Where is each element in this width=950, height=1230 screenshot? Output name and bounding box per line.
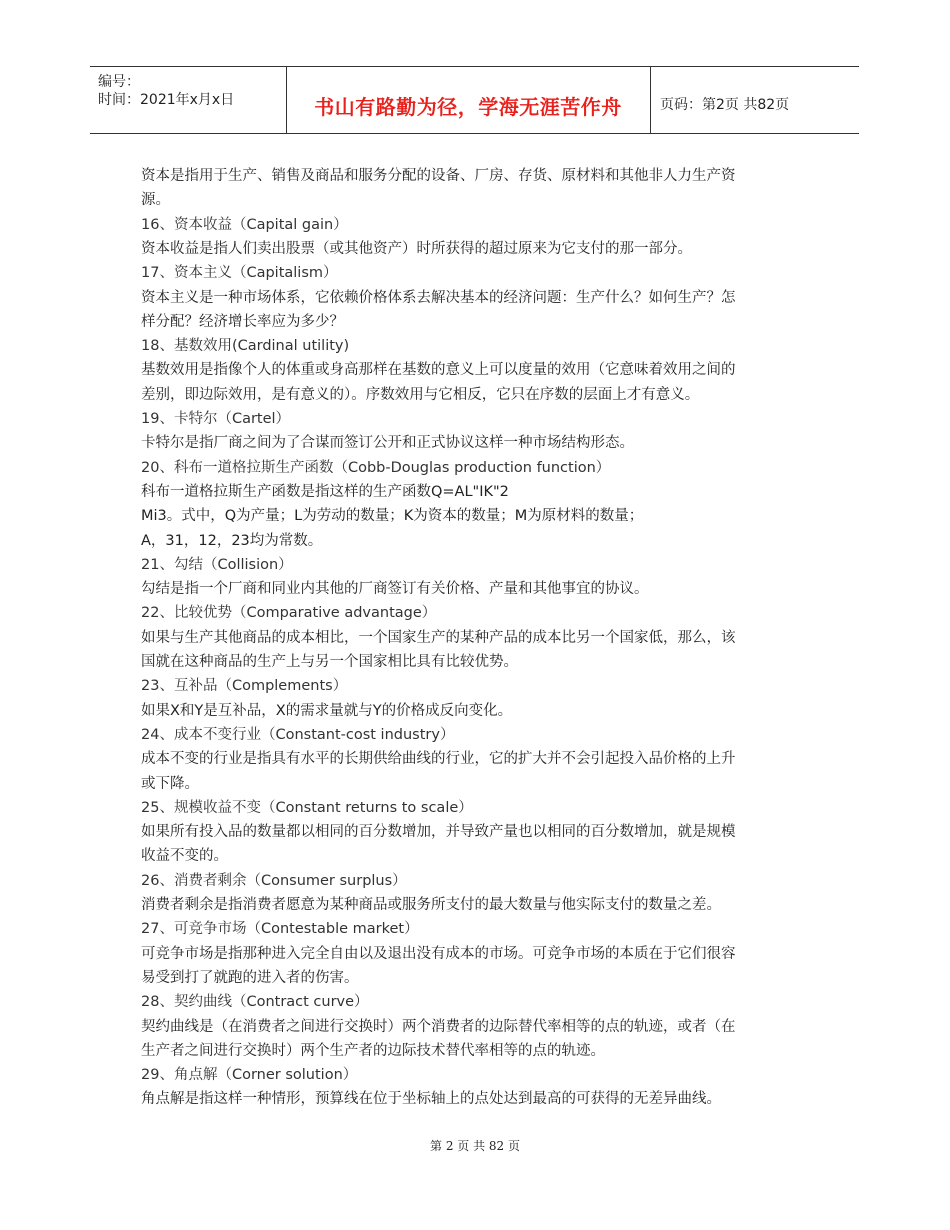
header-motto: 书山有路勤为径，学海无涯苦作舟: [314, 95, 622, 119]
document-number-label: 编号：: [98, 74, 140, 90]
header-page-cell: [650, 67, 859, 133]
term-heading: 20、科布一道格拉斯生产函数（Cobb-Douglas production function）: [141, 459, 611, 476]
term-heading: 24、成本不变行业（Constant-cost industry）: [141, 726, 455, 743]
term-heading: 21、勾结（Collision）: [141, 556, 293, 573]
body-text-line: 差别，即边际效用，是有意义的）。序数效用与它相反，它只在序数的层面上才有意义。: [141, 386, 700, 403]
header-page-number: 页码：第2页 共82页: [660, 97, 790, 113]
document-time-label: 时间：2021年x月x日: [98, 92, 235, 108]
term-heading: 23、互补品（Complements）: [141, 678, 348, 695]
body-text-line: 易受到打了就跑的进入者的伤害。: [141, 969, 359, 986]
body-text-line: 样分配？经济增长率应为多少？: [141, 313, 344, 330]
body-text-line: 卡特尔是指厂商之间为了合谋而签订公开和正式协议这样一种市场结构形态。: [141, 435, 634, 452]
body-text-line: 源。: [141, 192, 170, 209]
body-text-line: 成本不变的行业是指具有水平的长期供给曲线的行业，它的扩大并不会引起投入品价格的上升: [141, 751, 736, 768]
body-text-line: 如果所有投入品的数量都以相同的百分数增加，并导致产量也以相同的百分数增加，就是规模: [141, 824, 736, 841]
term-heading: 22、比较优势（Comparative advantage）: [141, 605, 437, 622]
term-heading: 28、契约曲线（Contract curve）: [141, 994, 369, 1011]
term-heading: 18、基数效用(Cardinal utility): [141, 338, 350, 355]
term-heading: 16、资本收益（Capital gain）: [141, 216, 348, 233]
term-heading: 29、角点解（Corner solution）: [141, 1067, 358, 1084]
page-header: [90, 66, 859, 134]
body-text-line: 契约曲线是（在消费者之间进行交换时）两个消费者的边际替代率相等的点的轨迹，或者（在: [141, 1018, 736, 1035]
body-text-line: A，31，12，23均为常数。: [141, 532, 323, 549]
body-text-line: Mi3。式中，Q为产量；L为劳动的数量；K为资本的数量；M为原材料的数量；: [141, 508, 644, 525]
term-heading: 19、卡特尔（Cartel）: [141, 411, 291, 427]
body-text-line: 基数效用是指像个人的体重或身高那样在基数的意义上可以度量的效用（它意味着效用之间的: [141, 362, 736, 379]
header-meta-cell: [90, 67, 287, 133]
body-text-line: 生产者之间进行交换时）两个生产者的边际技术替代率相等的点的轨迹。: [141, 1042, 605, 1059]
body-text-line: 资本是指用于生产、销售及商品和服务分配的设备、厂房、存货、原材料和其他非人力生产资: [141, 168, 736, 184]
term-heading: 17、资本主义（Capitalism）: [141, 265, 338, 282]
body-text-line: 资本收益是指人们卖出股票（或其他资产）时所获得的超过原来为它支付的那一部分。: [141, 240, 692, 257]
body-text-line: 勾结是指一个厂商和同业内其他的厂商签订有关价格、产量和其他事宜的协议。: [141, 581, 649, 598]
body-text-line: 或下降。: [141, 775, 199, 792]
body-text-line: 资本主义是一种市场体系，它依赖价格体系去解决基本的经济问题：生产什么？如何生产？怎: [141, 289, 736, 306]
body-text-line: 如果X和Y是互补品，X的需求量就与Y的价格成反向变化。: [141, 702, 513, 719]
body-text-line: 如果与生产其他商品的成本相比，一个国家生产的某种产品的成本比另一个国家低，那么，该: [141, 629, 736, 646]
body-text-line: 科布一道格拉斯生产函数是指这样的生产函数Q=AL"IK"2: [141, 483, 509, 500]
header-motto-cell: [286, 67, 651, 133]
body-text-line: 收益不变的。: [141, 848, 228, 865]
body-text-line: 可竞争市场是指那种进入完全自由以及退出没有成本的市场。可竞争市场的本质在于它们很容: [141, 945, 736, 962]
term-heading: 26、消费者剩余（Consumer surplus）: [141, 872, 407, 889]
term-heading: 25、规模收益不变（Constant returns to scale）: [141, 799, 473, 816]
page-footer: 第 2 页 共 82 页: [430, 1139, 520, 1153]
body-text-line: 国就在这种商品的生产上与另一个国家相比具有比较优势。: [141, 654, 518, 670]
body-text-line: 角点解是指这样一种情形，预算线在位于坐标轴上的点处达到最高的可获得的无差异曲线。: [141, 1091, 721, 1108]
term-heading: 27、可竞争市场（Contestable market）: [141, 921, 419, 938]
body-text-line: 消费者剩余是指消费者愿意为某种商品或服务所支付的最大数量与他实际支付的数量之差。: [141, 897, 721, 913]
